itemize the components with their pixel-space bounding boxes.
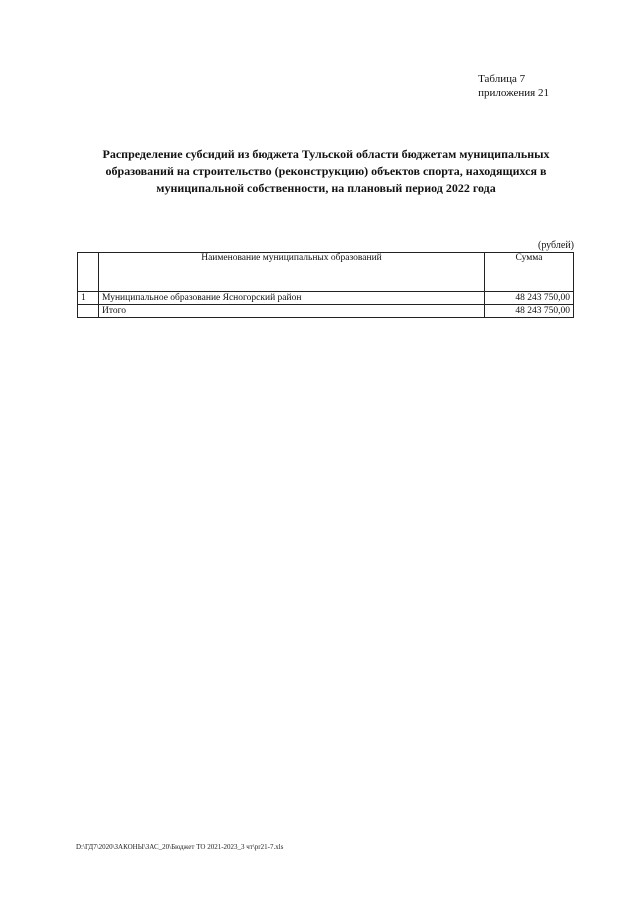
table-header-row <box>78 253 574 292</box>
table-reference <box>478 72 549 100</box>
row-number <box>78 305 99 318</box>
table-total-row <box>78 305 574 318</box>
file-path-footer: D:\ГД7\2020\ЗАКОНЫ\ЗАС_20\Бюджет ТО 2021-2023_3 чт\pr21-7.xls <box>76 843 284 851</box>
table-row <box>78 292 574 305</box>
column-header-number <box>78 253 99 292</box>
row-name: Муниципальное образование Ясногорский район <box>99 292 485 305</box>
column-header-sum: Сумма <box>485 253 574 292</box>
row-name: Итого <box>99 305 485 318</box>
subsidy-table <box>77 252 574 318</box>
table-number: Таблица 7 <box>478 73 526 85</box>
column-header-name: Наименование муниципальных образований <box>99 253 485 292</box>
document-title: Распределение субсидий из бюджета Тульской области бюджетам муниципальных образований на строительство (реконструкцию) объектов спорта, находящихся в муниципальной собственности, на плановый период 2022 года <box>102 147 550 195</box>
appendix-number: приложения 21 <box>478 87 549 99</box>
currency-units: (рублей) <box>537 240 574 251</box>
row-sum: 48 243 750,00 <box>485 305 574 318</box>
row-number: 1 <box>78 292 99 305</box>
row-sum: 48 243 750,00 <box>485 292 574 305</box>
